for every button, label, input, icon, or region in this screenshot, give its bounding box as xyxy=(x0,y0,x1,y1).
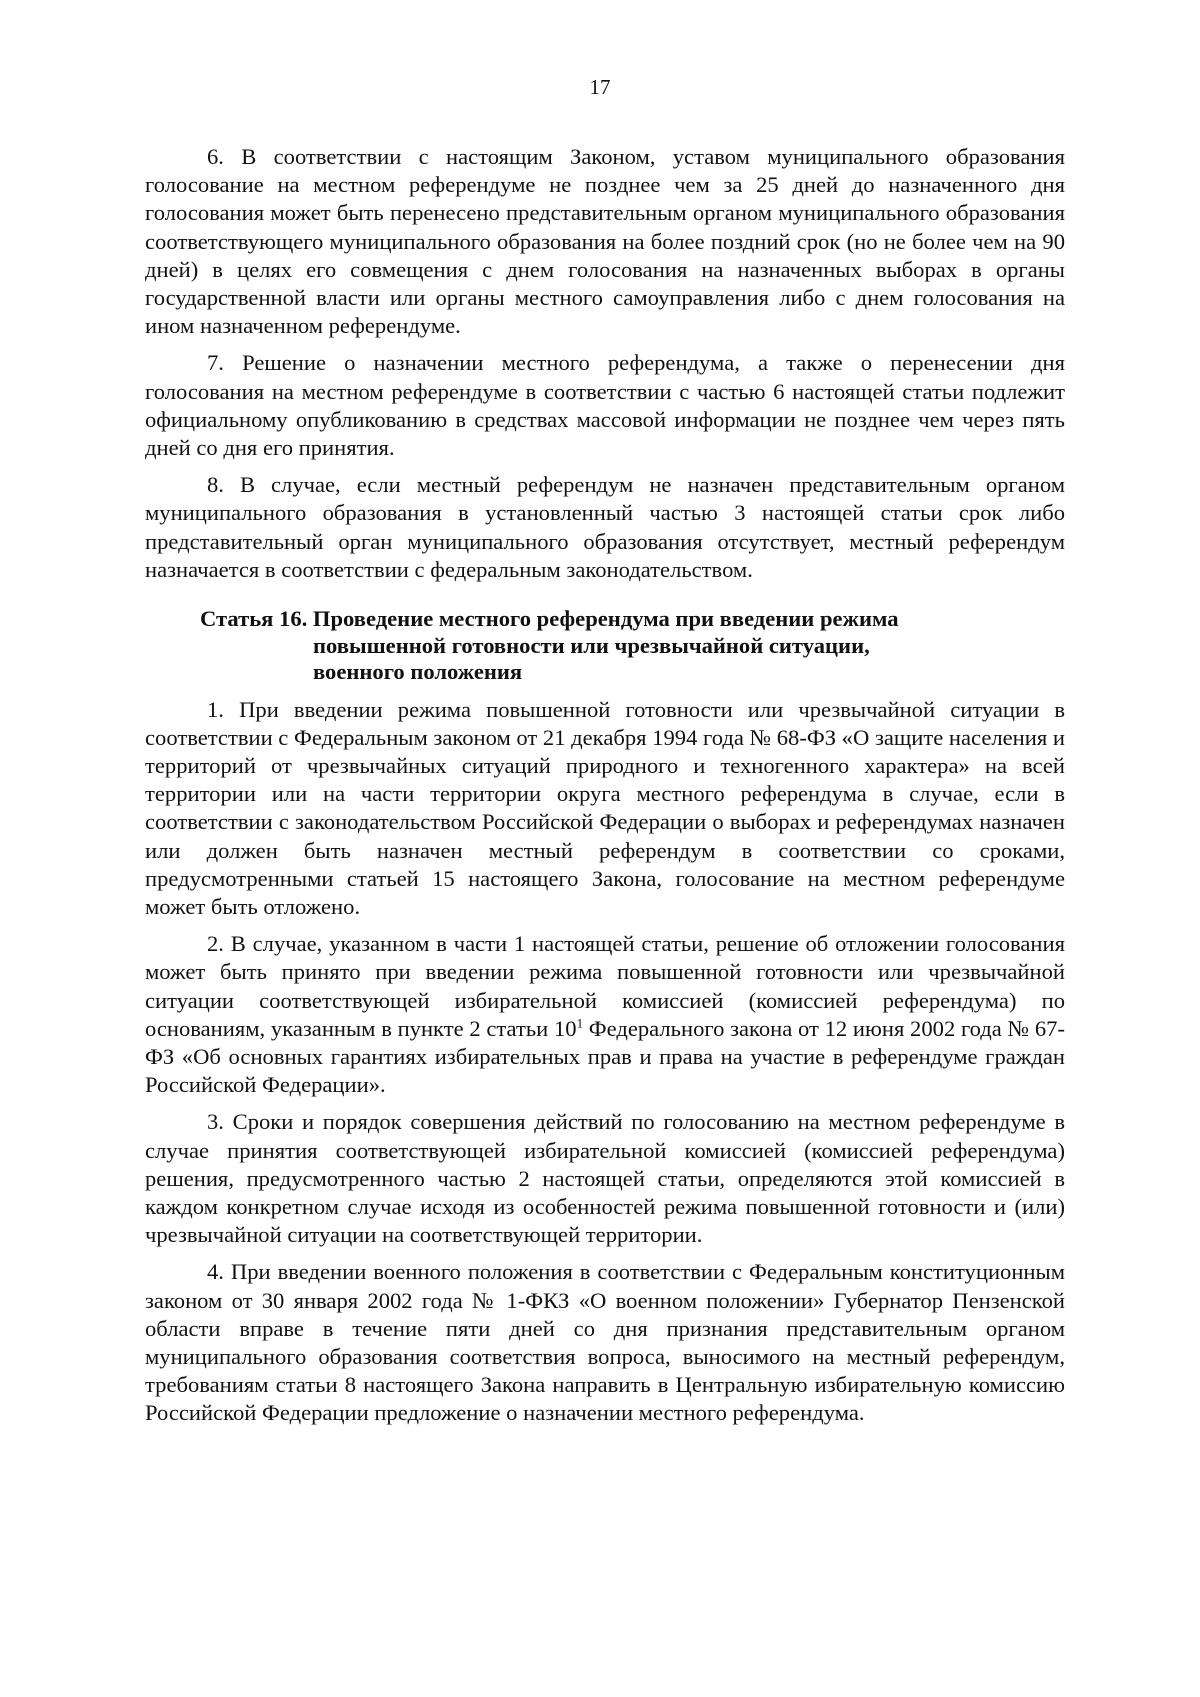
article-paragraph-3: 3. Сроки и порядок совершения действий по голосованию на местном референдуме в случае принятия соответствующей избирательной комиссией (комиссией референдума) решения, предусмотренного частью 2 настоящей статьи, определяются этой комиссией в каждом конкретном случае исходя из особенностей режима повышенной готовности и (или) чрезвычайной ситуации на соответствующей территории. xyxy=(145,1109,1065,1248)
article-title-first-line: Проведение местного референдума при введении режима xyxy=(312,606,899,632)
paragraph-6: 6. В соответствии с настоящим Законом, уставом муниципального образования голосование на местном референдуме не позднее чем за 25 дней до назначенного дня голосования может быть перенесено представительным органом муниципального образования соответствующего муниципального образования на более поздний срок (но не более чем на 90 дней) в целях его совмещения с днем голосования на назначенных выборах в органы государственной власти или органы местного самоуправления либо с днем голосования на ином назначенном референдуме. xyxy=(145,144,1065,339)
superscript-1: 1 xyxy=(576,1015,584,1031)
article-paragraph-1: 1. При введении режима повышенной готовности или чрезвычайной ситуации в соответствии с Федеральным законом от 21 декабря 1994 года № 68-ФЗ «О защите населения и территорий от чрезвычайных ситуаций природного и техногенного характера» на всей территории или на части территории округа местного референдума в случае, если в соответствии с законодательством Российской Федерации о выборах и референдумах назначен или должен быть назначен местный референдум в соответствии со сроками, предусмотренными статьей 15 настоящего Закона, голосование на местном референдуме может быть отложено. xyxy=(145,696,1065,919)
article-title-continuation: повышенной готовности или чрезвычайной ситуации, военного положения xyxy=(313,632,870,685)
article-paragraph-2 xyxy=(145,930,1065,1099)
article-paragraph-2-text-b: Федерального закона от 12 июня 2002 года № 67-ФЗ «Об основных гарантиях избирательных прав и права на участие в референдуме граждан Российской Федерации». xyxy=(145,1015,1065,1098)
article-label: Статья 16. xyxy=(200,606,308,632)
paragraph-8: 8. В случае, если местный референдум не назначен представительным органом муниципального образования в установленный частью 3 настоящей статьи срок либо представительный орган муниципального образования отсутствует, местный референдум назначается в соответствии с федеральным законодательством. xyxy=(145,472,1065,582)
document-body xyxy=(145,143,1065,1437)
page-number: 17 xyxy=(589,75,611,99)
article-paragraph-2-text-a: 2. В случае, указанном в части 1 настоящей статьи, решение об отложении голосования может быть принято при введении режима повышенной готовности или чрезвычайной ситуации соответствующей избирательной комиссией (комиссией референдума) по основаниям, указанным в пункте 2 статьи 10 xyxy=(145,931,1065,1041)
article-paragraph-4: 4. При введении военного положения в соответствии с Федеральным конституционным законом от 30 января 2002 года № 1-ФКЗ «О военном положении» Губернатор Пензенской области вправе в течение пяти дней со дня признания представительным органом муниципального образования соответствия вопроса, выносимого на местный референдум, требованиям статьи 8 настоящего Закона направить в Центральную избирательную комиссию Российской Федерации предложение о назначении местного референдума. xyxy=(145,1259,1065,1426)
article-16-heading xyxy=(145,606,1065,686)
paragraph-7: 7. Решение о назначении местного референдума, а также о перенесении дня голосования на местном референдуме в соответствии с частью 6 настоящей статьи подлежит официальному опубликованию в средствах массовой информации не позднее чем через пять дней со дня его принятия. xyxy=(145,350,1065,461)
